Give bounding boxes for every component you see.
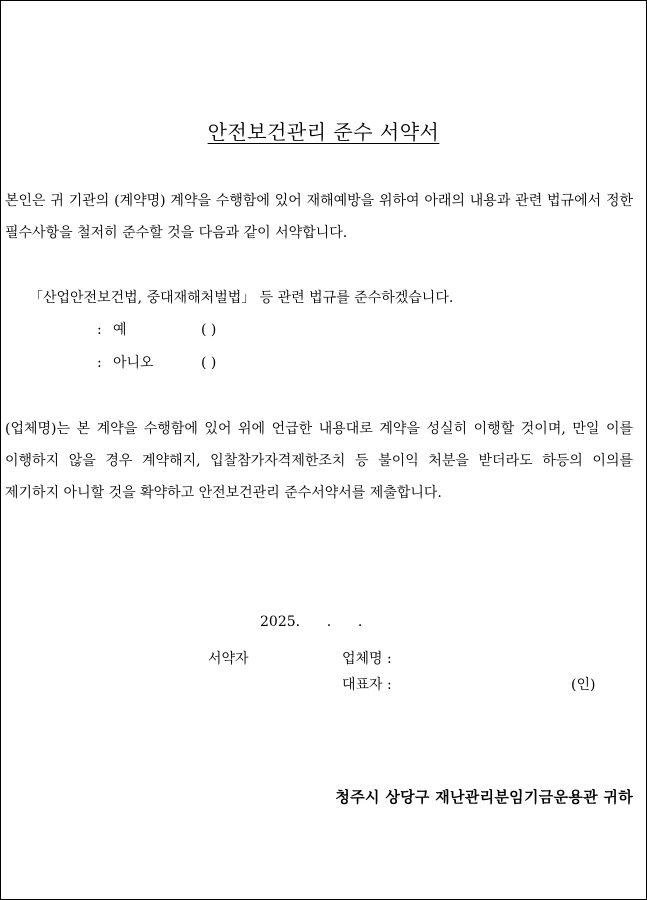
option-no-colon: : <box>97 355 102 371</box>
company-name-label: 업체명 : <box>342 651 392 667</box>
commitment-paragraph: (업체명)는 본 계약을 수행함에 있어 위에 언급한 내용대로 계약을 성실히 이행할 것이며, 만일 이를 이행하지 않을 경우 계약해지, 입찰참가자격제한조치 등 불이익 처분을 받더라도 하등의 이의를 제기하지 아니할 것을 확약하고 안전보건관리 준수서약서를 제출합니다. <box>5 421 633 501</box>
signer-label: 서약자 <box>208 651 249 667</box>
option-yes-colon: : <box>97 322 102 338</box>
company-name-row <box>342 649 402 669</box>
intro-paragraph: 본인은 귀 기관의 (계약명) 계약을 수행함에 있어 재해예방을 위하여 아래의 내용과 관련 법규에서 정한 필수사항을 철저히 준수할 것을 다음과 같이 서약합니다. <box>5 193 633 241</box>
option-yes-checkbox[interactable]: ( ) <box>201 322 217 338</box>
date-field[interactable]: 2025. . . <box>260 614 363 630</box>
document-title <box>1 118 646 146</box>
option-yes <box>97 320 216 340</box>
representative-row <box>342 675 402 695</box>
recipient-line: 청주시 상당구 재난관리분임기금운용관 귀하 <box>335 788 633 806</box>
seal-mark: (인) <box>571 677 596 693</box>
document-title-text: 안전보건관리 준수 서약서 <box>207 120 440 144</box>
option-no-checkbox[interactable]: ( ) <box>201 355 217 371</box>
representative-label: 대표자 : <box>342 677 392 693</box>
option-yes-label: 예 <box>113 322 127 338</box>
option-no-label: 아니오 <box>113 355 154 371</box>
pledge-statement: 「산업안전보건법, 중대재해처벌법」 등 관련 법규를 준수하겠습니다. <box>29 290 454 306</box>
option-no <box>97 353 216 373</box>
